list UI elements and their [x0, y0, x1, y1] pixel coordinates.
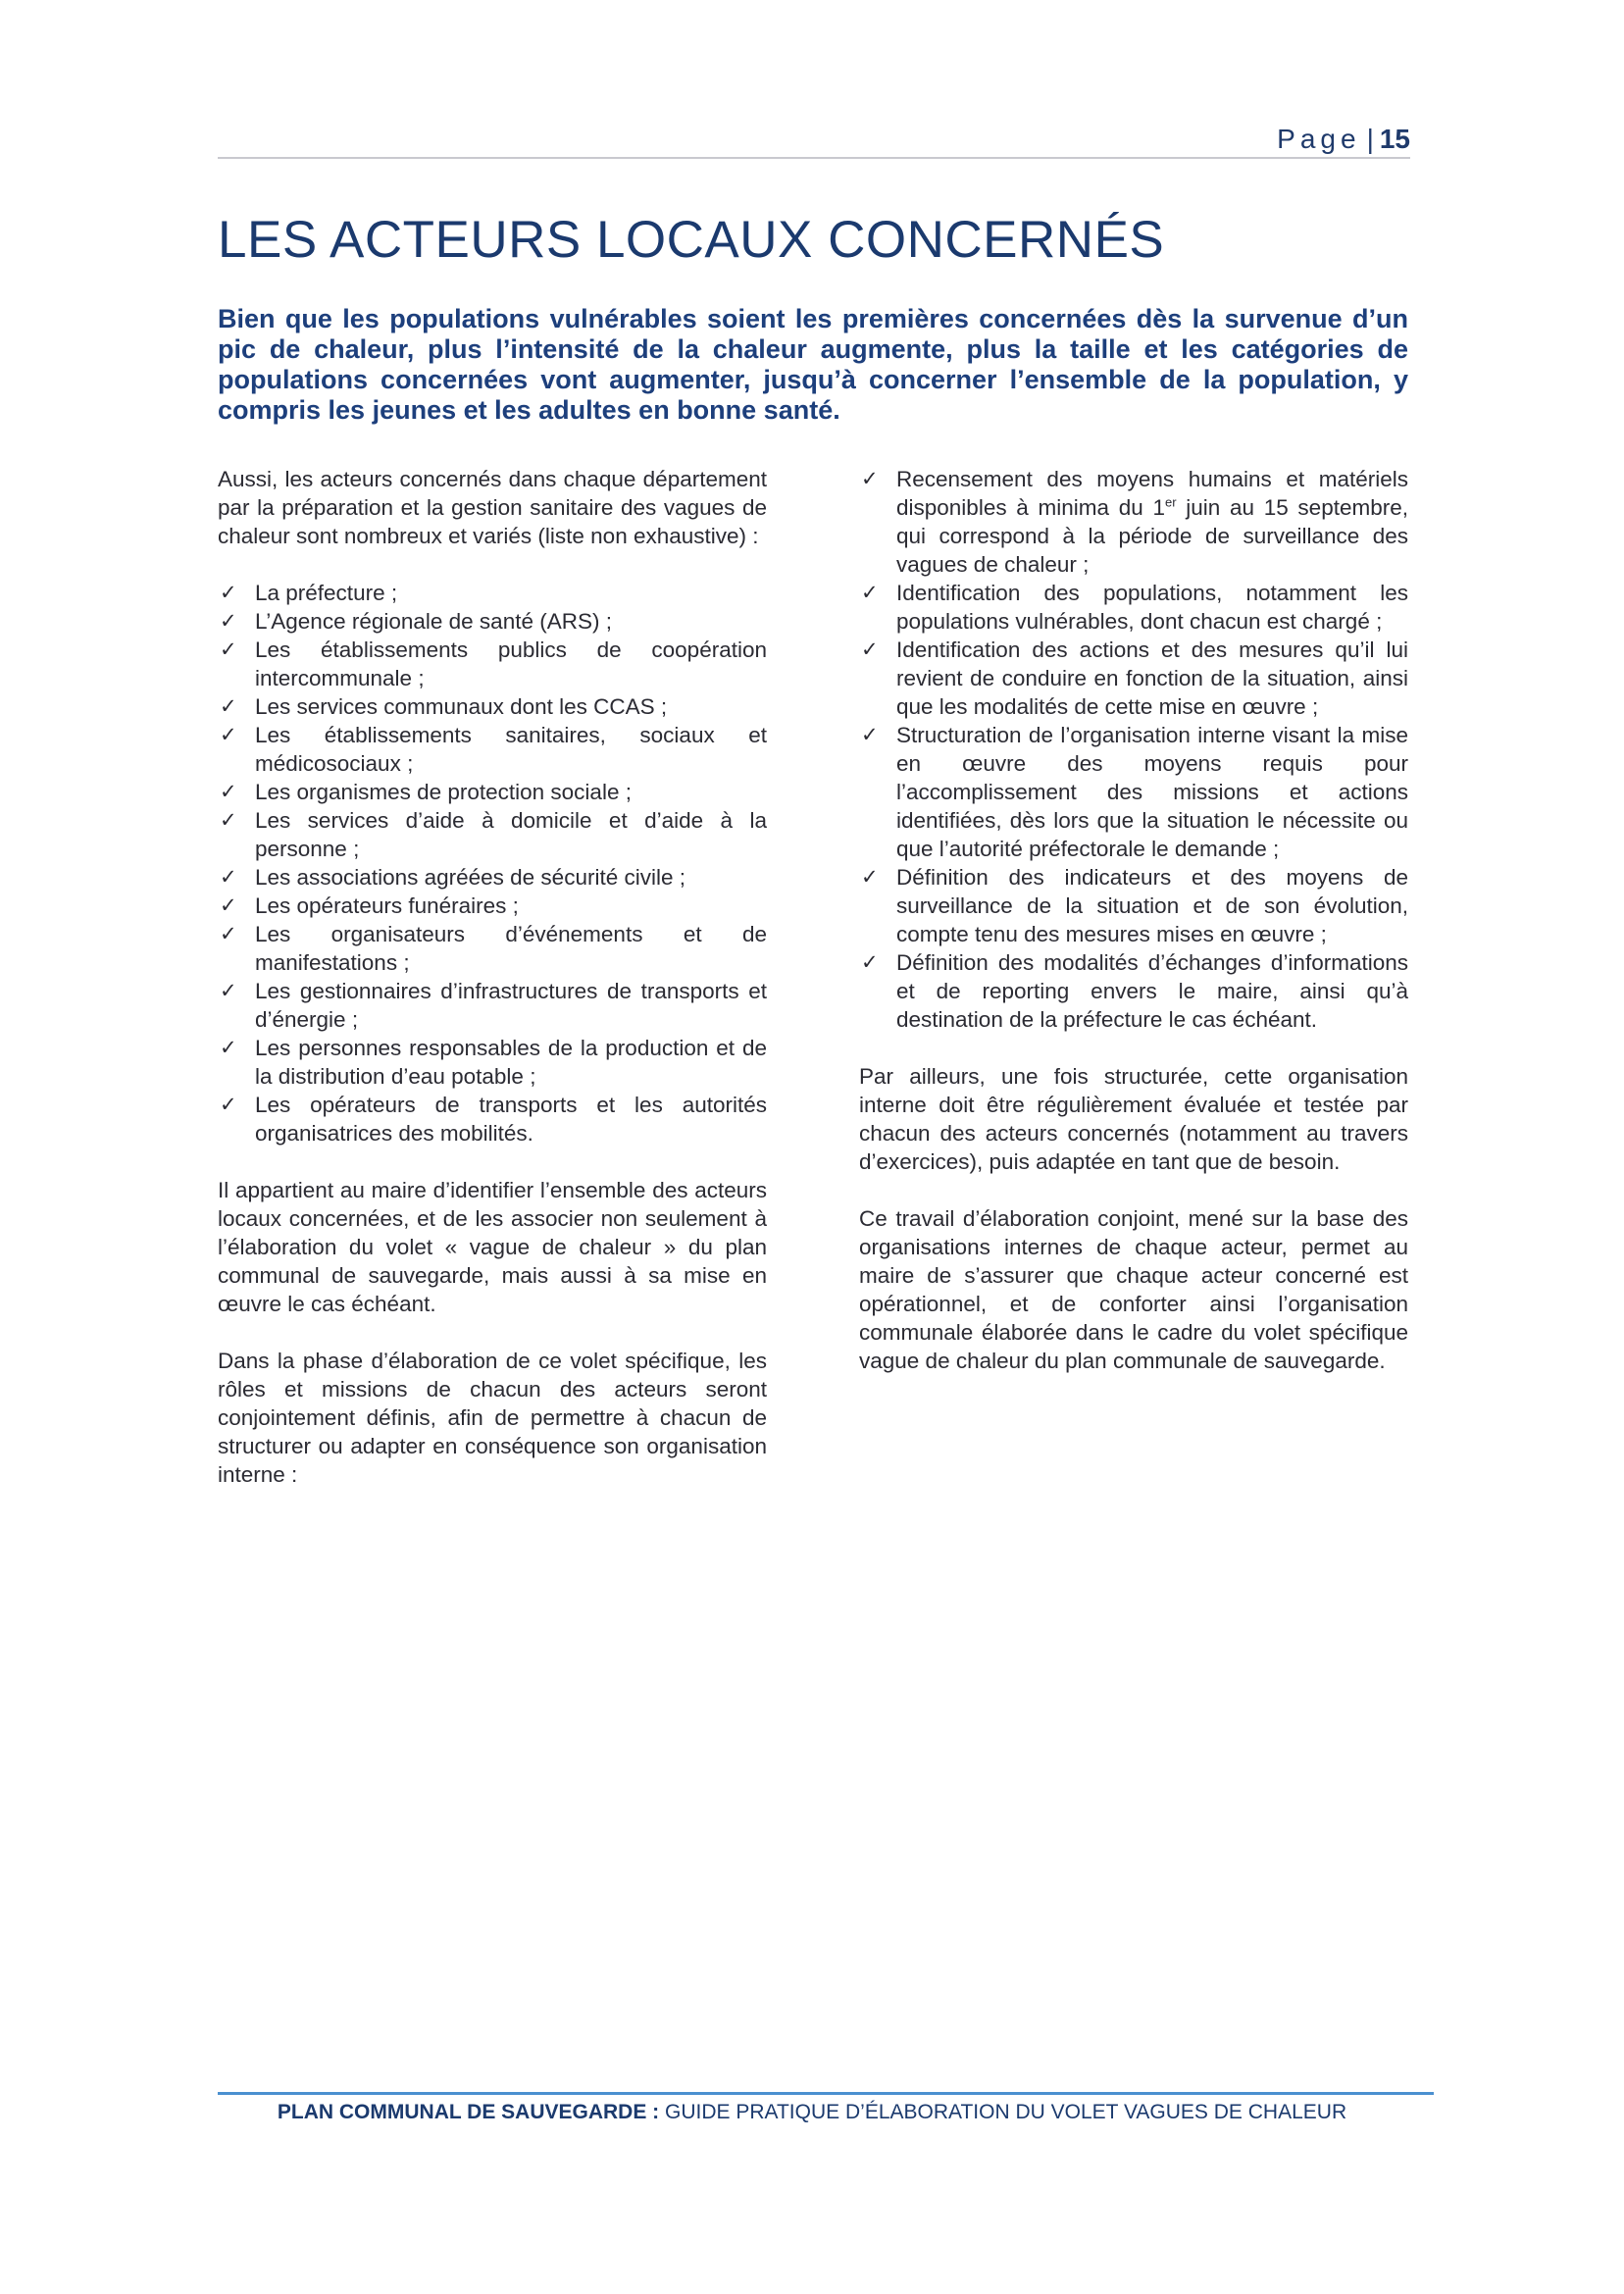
page-header	[218, 116, 1410, 159]
actors-list	[218, 579, 767, 1147]
list-item: ✓ Recensement des moyens humains et matériels disponibles à minima du 1er juin au 15 septembre, qui correspond à la période de surveillance des vagues de chaleur ;	[861, 467, 1408, 577]
check-icon: ✓	[861, 468, 879, 490]
list-item: ✓ La préfecture ;	[220, 581, 398, 605]
left-column	[218, 465, 767, 1517]
check-icon: ✓	[220, 809, 237, 832]
lead-paragraph: Bien que les populations vulnérables soient les premières concernées dès la survenue d’un pic de chaleur, plus l’intensité de la chaleur augmente, plus la taille et les catégories de populations concernées vont augmenter, jusqu’à concerner l’ensemble de la population, y compris les jeunes et les adultes en bonne santé.	[218, 304, 1408, 425]
list-item: ✓ Les services d’aide à domicile et d’aide à la personne ;	[220, 808, 767, 861]
footer	[0, 2101, 1624, 2124]
list-item: ✓ Définition des modalités d’échanges d’informations et de reporting envers le maire, ainsi qu’à destination de la préfecture le cas échéant.	[861, 950, 1408, 1032]
check-icon: ✓	[861, 638, 879, 661]
check-icon: ✓	[220, 582, 237, 604]
page-number-value: 15	[1379, 124, 1410, 154]
check-icon: ✓	[220, 980, 237, 1002]
check-icon: ✓	[861, 724, 879, 746]
check-icon: ✓	[220, 695, 237, 718]
mayor-paragraph: Il appartient au maire d’identifier l’ensemble des acteurs locaux concernées, et de les associer non seulement à l’élaboration du volet « vague de chaleur » du plan communal de sauvegarde, mais aussi à sa mise en œuvre le cas échéant.	[218, 1178, 767, 1316]
list-item: ✓ Identification des actions et des mesures qu’il lui revient de conduire en fonction de la situation, ainsi que les modalités de cette mise en œuvre ;	[861, 637, 1408, 719]
check-icon: ✓	[861, 866, 879, 889]
page-title: LES ACTEURS LOCAUX CONCERNÉS	[218, 211, 1165, 269]
list-item: ✓ Les personnes responsables de la production et de la distribution d’eau potable ;	[220, 1036, 767, 1089]
check-icon: ✓	[220, 894, 237, 917]
check-icon: ✓	[220, 1037, 237, 1059]
check-icon: ✓	[220, 724, 237, 746]
check-icon: ✓	[220, 866, 237, 889]
list-item: ✓ Structuration de l’organisation interne visant la mise en œuvre des moyens requis pour l’accomplissement des missions et actions identifiées, dès lors que la situation le nécessite ou que l’autorité préfectorale le demande ;	[861, 723, 1408, 861]
list-item: ✓ L’Agence régionale de santé (ARS) ;	[220, 609, 612, 634]
list-item: ✓ Identification des populations, notamment les populations vulnérables, dont chacun est chargé ;	[861, 581, 1408, 634]
check-icon: ✓	[220, 610, 237, 633]
page-label: Page	[1277, 124, 1361, 154]
list-item: ✓ Les établissements sanitaires, sociaux et médicosociaux ;	[220, 723, 767, 776]
check-icon: ✓	[220, 1094, 237, 1116]
list-item: ✓ Les associations agréées de sécurité civile ;	[220, 865, 685, 890]
check-icon: ✓	[220, 781, 237, 803]
list-item: ✓ Les organisateurs d’événements et de manifestations ;	[220, 922, 767, 975]
check-icon: ✓	[220, 638, 237, 661]
footer-rule	[218, 2092, 1434, 2095]
list-item: ✓ Définition des indicateurs et des moyens de surveillance de la situation et de son évolution, compte tenu des mesures mises en œuvre ;	[861, 865, 1408, 946]
list-item: ✓ Les gestionnaires d’infrastructures de transports et d’énergie ;	[220, 979, 767, 1032]
evaluation-paragraph: Par ailleurs, une fois structurée, cette organisation interne doit être régulièrement évaluée et testée par chacun des acteurs concernés (notamment au travers d’exercices), puis adaptée en tant que de besoin.	[859, 1064, 1408, 1174]
list-item: ✓ Les organismes de protection sociale ;	[220, 780, 632, 804]
footer-subtitle: GUIDE PRATIQUE D’ÉLABORATION DU VOLET VAGUES DE CHALEUR	[659, 2101, 1347, 2123]
list-item: ✓ Les services communaux dont les CCAS ;	[220, 694, 668, 719]
check-icon: ✓	[861, 951, 879, 974]
conclusion-paragraph: Ce travail d’élaboration conjoint, mené sur la base des organisations internes de chaque acteur, permet au maire de s’assurer que chaque acteur concerné est opérationnel, et de conforter ainsi l’organisation communale élaborée dans le cadre du volet spécifique vague de chaleur du plan communale de sauvegarde.	[859, 1206, 1408, 1373]
right-column	[859, 465, 1408, 1403]
list-item: ✓ Les opérateurs de transports et les autorités organisatrices des mobilités.	[220, 1093, 767, 1146]
roles-paragraph: Dans la phase d’élaboration de ce volet spécifique, les rôles et missions de chacun des acteurs seront conjointement définis, afin de permettre à chacun de structurer ou adapter en conséquence son organisation interne :	[218, 1349, 767, 1487]
check-icon: ✓	[861, 582, 879, 604]
check-icon: ✓	[220, 923, 237, 945]
list-item: ✓ Les opérateurs funéraires ;	[220, 893, 519, 918]
footer-title: PLAN COMMUNAL DE SAUVEGARDE :	[277, 2101, 660, 2123]
tasks-list	[859, 465, 1408, 1034]
page-separator: |	[1366, 124, 1374, 154]
list-item: ✓ Les établissements publics de coopération intercommunale ;	[220, 637, 767, 690]
page-number	[1277, 124, 1410, 155]
actors-intro: Aussi, les acteurs concernés dans chaque département par la préparation et la gestion sanitaire des vagues de chaleur sont nombreux et variés (liste non exhaustive) :	[218, 467, 767, 548]
